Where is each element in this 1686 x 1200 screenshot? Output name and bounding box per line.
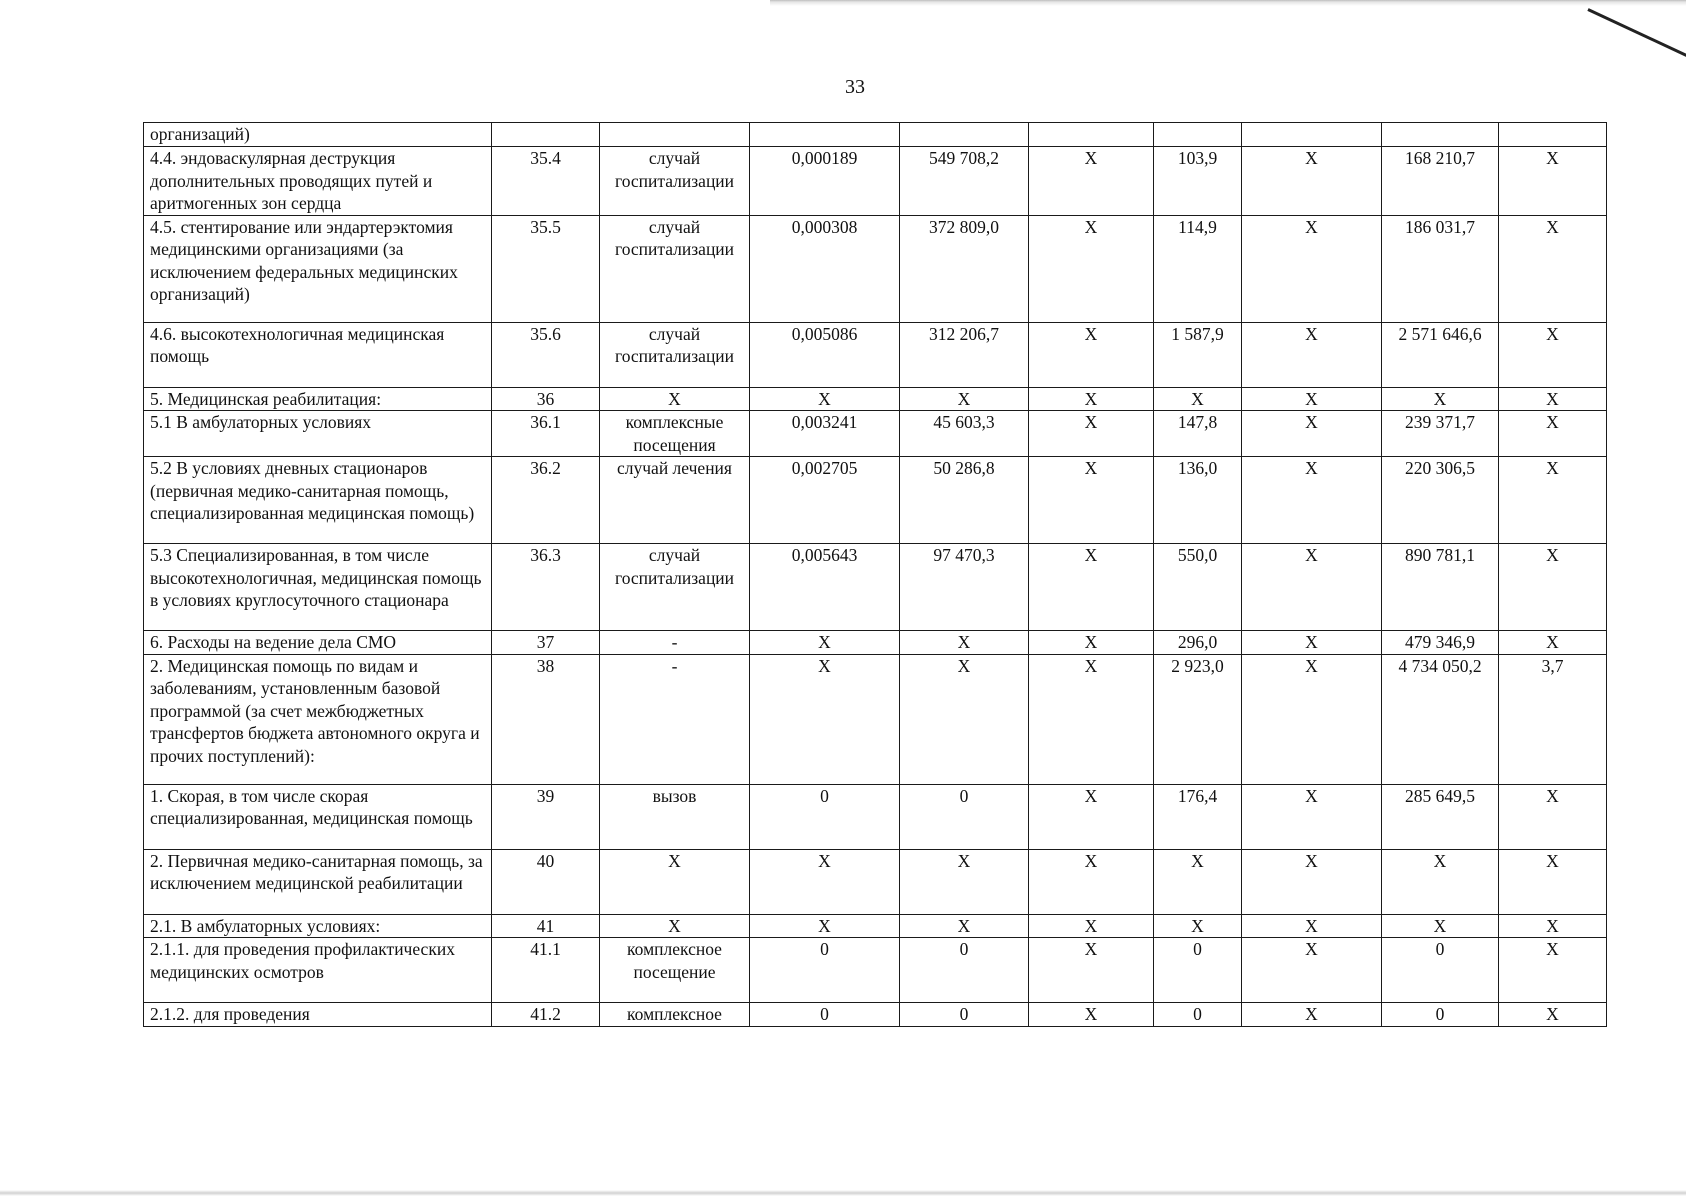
cell-c10: X [1499, 147, 1607, 216]
cell-c9: 479 346,9 [1382, 631, 1499, 655]
cell-code: 36.3 [492, 544, 600, 631]
table-row [144, 938, 1607, 1003]
cell-c8: X [1242, 544, 1382, 631]
cell-c7: X [1154, 387, 1242, 411]
cell-c7: 0 [1154, 938, 1242, 1003]
cell-unit: случай госпитализации [600, 544, 750, 631]
cell-c4: 0,002705 [750, 457, 900, 544]
cell-c8: X [1242, 654, 1382, 784]
cell-c4: X [750, 387, 900, 411]
cell-c6: X [1029, 1003, 1154, 1027]
cell-c9: X [1382, 849, 1499, 914]
cell-c9: 168 210,7 [1382, 147, 1499, 216]
table-row [144, 322, 1607, 387]
cell-c8: X [1242, 631, 1382, 655]
cell-name: организаций) [144, 123, 492, 147]
cell-c6: X [1029, 938, 1154, 1003]
cell-name: 5.2 В условиях дневных стационаров (первичная медико-санитарная помощь, специализированная медицинская помощь) [144, 457, 492, 544]
cell-c8: X [1242, 322, 1382, 387]
data-table [143, 122, 1607, 1027]
cell-code [492, 123, 600, 147]
cell-c4: 0 [750, 938, 900, 1003]
cell-code: 36.1 [492, 411, 600, 457]
cell-unit: комплексные посещения [600, 411, 750, 457]
cell-unit: - [600, 631, 750, 655]
scan-corner-mark [1587, 8, 1686, 61]
cell-c5: 312 206,7 [900, 322, 1029, 387]
cell-code: 35.5 [492, 215, 600, 322]
cell-c5: 45 603,3 [900, 411, 1029, 457]
cell-c5: X [900, 914, 1029, 938]
cell-c5: 50 286,8 [900, 457, 1029, 544]
cell-code: 37 [492, 631, 600, 655]
cell-c6: X [1029, 322, 1154, 387]
cell-code: 39 [492, 784, 600, 849]
cell-c9: X [1382, 387, 1499, 411]
cell-unit: комплексное посещение [600, 938, 750, 1003]
cell-c4: 0,000308 [750, 215, 900, 322]
cell-c7 [1154, 123, 1242, 147]
cell-name: 4.6. высокотехнологичная медицинская помощь [144, 322, 492, 387]
cell-unit: случай госпитализации [600, 147, 750, 216]
cell-c6: X [1029, 914, 1154, 938]
cell-code: 36.2 [492, 457, 600, 544]
cell-c10: X [1499, 938, 1607, 1003]
scan-edge-bottom [0, 1190, 1686, 1196]
cell-c10: X [1499, 1003, 1607, 1027]
cell-unit: случай госпитализации [600, 322, 750, 387]
cell-unit: вызов [600, 784, 750, 849]
table-row [144, 654, 1607, 784]
cell-code: 40 [492, 849, 600, 914]
cell-c7: 114,9 [1154, 215, 1242, 322]
cell-c8: X [1242, 215, 1382, 322]
cell-c5: X [900, 849, 1029, 914]
cell-c8: X [1242, 938, 1382, 1003]
table-row [144, 544, 1607, 631]
cell-c10: 3,7 [1499, 654, 1607, 784]
cell-c10: X [1499, 784, 1607, 849]
cell-unit: случай госпитализации [600, 215, 750, 322]
cell-unit: - [600, 654, 750, 784]
cell-c6 [1029, 123, 1154, 147]
cell-c6: X [1029, 457, 1154, 544]
cell-c7: 1 587,9 [1154, 322, 1242, 387]
cell-c6: X [1029, 387, 1154, 411]
cell-c10: X [1499, 544, 1607, 631]
table-row [144, 411, 1607, 457]
cell-name: 2. Медицинская помощь по видам и заболеваниям, установленным базовой программой (за счет межбюджетных трансфертов бюджета автономного округа и прочих поступлений): [144, 654, 492, 784]
cell-c5: 372 809,0 [900, 215, 1029, 322]
cell-name: 5.1 В амбулаторных условиях [144, 411, 492, 457]
cell-code: 41.1 [492, 938, 600, 1003]
table-body [144, 123, 1607, 1027]
cell-c10: X [1499, 849, 1607, 914]
cell-c7: 147,8 [1154, 411, 1242, 457]
cell-code: 41.2 [492, 1003, 600, 1027]
table-row [144, 123, 1607, 147]
cell-c4: 0 [750, 784, 900, 849]
table-row [144, 215, 1607, 322]
cell-c5: X [900, 387, 1029, 411]
cell-c5 [900, 123, 1029, 147]
cell-c9: 0 [1382, 1003, 1499, 1027]
cell-c9: X [1382, 914, 1499, 938]
cell-c7: 550,0 [1154, 544, 1242, 631]
cell-c7: 176,4 [1154, 784, 1242, 849]
cell-c6: X [1029, 784, 1154, 849]
cell-c6: X [1029, 849, 1154, 914]
cell-c9: 285 649,5 [1382, 784, 1499, 849]
cell-c8: X [1242, 914, 1382, 938]
table-row [144, 387, 1607, 411]
table-row [144, 784, 1607, 849]
cell-name: 2. Первичная медико-санитарная помощь, за исключением медицинской реабилитации [144, 849, 492, 914]
cell-c8: X [1242, 387, 1382, 411]
cell-c10: X [1499, 215, 1607, 322]
cell-c5: 0 [900, 1003, 1029, 1027]
cell-c6: X [1029, 215, 1154, 322]
cell-c4: X [750, 631, 900, 655]
cell-c7: 136,0 [1154, 457, 1242, 544]
cell-unit: X [600, 849, 750, 914]
cell-c6: X [1029, 544, 1154, 631]
cell-c4: 0,005643 [750, 544, 900, 631]
cell-c5: 0 [900, 938, 1029, 1003]
table-row [144, 1003, 1607, 1027]
cell-code: 41 [492, 914, 600, 938]
cell-c8 [1242, 123, 1382, 147]
cell-c8: X [1242, 1003, 1382, 1027]
cell-c8: X [1242, 849, 1382, 914]
cell-c10: X [1499, 387, 1607, 411]
cell-unit: X [600, 914, 750, 938]
cell-code: 36 [492, 387, 600, 411]
cell-unit: случай лечения [600, 457, 750, 544]
table-row [144, 914, 1607, 938]
cell-name: 5. Медицинская реабилитация: [144, 387, 492, 411]
cell-c5: 0 [900, 784, 1029, 849]
cell-c6: X [1029, 147, 1154, 216]
cell-unit: X [600, 387, 750, 411]
cell-name: 2.1. В амбулаторных условиях: [144, 914, 492, 938]
cell-c4: 0,005086 [750, 322, 900, 387]
cell-c6: X [1029, 654, 1154, 784]
cell-code: 35.6 [492, 322, 600, 387]
cell-c9 [1382, 123, 1499, 147]
cell-c10: X [1499, 322, 1607, 387]
cell-unit [600, 123, 750, 147]
cell-c10: X [1499, 411, 1607, 457]
cell-c9: 0 [1382, 938, 1499, 1003]
cell-name: 6. Расходы на ведение дела СМО [144, 631, 492, 655]
cell-c7: 0 [1154, 1003, 1242, 1027]
cell-c10: X [1499, 914, 1607, 938]
cell-c4: X [750, 654, 900, 784]
cell-name: 4.4. эндоваскулярная деструкция дополнительных проводящих путей и аритмогенных зон сердца [144, 147, 492, 216]
cell-name: 2.1.2. для проведения [144, 1003, 492, 1027]
cell-c5: 97 470,3 [900, 544, 1029, 631]
cell-c10: X [1499, 631, 1607, 655]
cell-c9: 239 371,7 [1382, 411, 1499, 457]
cell-c10: X [1499, 457, 1607, 544]
scan-edge-top [770, 0, 1686, 8]
cell-c8: X [1242, 784, 1382, 849]
cell-c7: 296,0 [1154, 631, 1242, 655]
cell-name: 2.1.1. для проведения профилактических медицинских осмотров [144, 938, 492, 1003]
table-row [144, 457, 1607, 544]
cell-name: 4.5. стентирование или эндартерэктомия медицинскими организациями (за исключением федеральных медицинских организаций) [144, 215, 492, 322]
cell-code: 38 [492, 654, 600, 784]
cell-c9: 4 734 050,2 [1382, 654, 1499, 784]
table-row [144, 147, 1607, 216]
cell-c5: 549 708,2 [900, 147, 1029, 216]
cell-c4: 0,003241 [750, 411, 900, 457]
cell-c10 [1499, 123, 1607, 147]
cell-c4: X [750, 914, 900, 938]
cell-unit: комплексное [600, 1003, 750, 1027]
cell-c5: X [900, 631, 1029, 655]
cell-c6: X [1029, 631, 1154, 655]
cell-c5: X [900, 654, 1029, 784]
page-number: 33 [845, 76, 865, 98]
cell-c4 [750, 123, 900, 147]
cell-c4: X [750, 849, 900, 914]
cell-c9: 186 031,7 [1382, 215, 1499, 322]
cell-c4: 0,000189 [750, 147, 900, 216]
cell-c8: X [1242, 411, 1382, 457]
cell-c9: 2 571 646,6 [1382, 322, 1499, 387]
cell-c6: X [1029, 411, 1154, 457]
cell-name: 1. Скорая, в том числе скорая специализированная, медицинская помощь [144, 784, 492, 849]
cell-c7: X [1154, 914, 1242, 938]
cell-c7: X [1154, 849, 1242, 914]
cell-c8: X [1242, 147, 1382, 216]
cell-c4: 0 [750, 1003, 900, 1027]
cell-c7: 103,9 [1154, 147, 1242, 216]
table-row [144, 631, 1607, 655]
cell-c8: X [1242, 457, 1382, 544]
table-row [144, 849, 1607, 914]
cell-c9: 220 306,5 [1382, 457, 1499, 544]
cell-name: 5.3 Специализированная, в том числе высокотехнологичная, медицинская помощь в условиях круглосуточного стационара [144, 544, 492, 631]
cell-c9: 890 781,1 [1382, 544, 1499, 631]
cell-code: 35.4 [492, 147, 600, 216]
cell-c7: 2 923,0 [1154, 654, 1242, 784]
